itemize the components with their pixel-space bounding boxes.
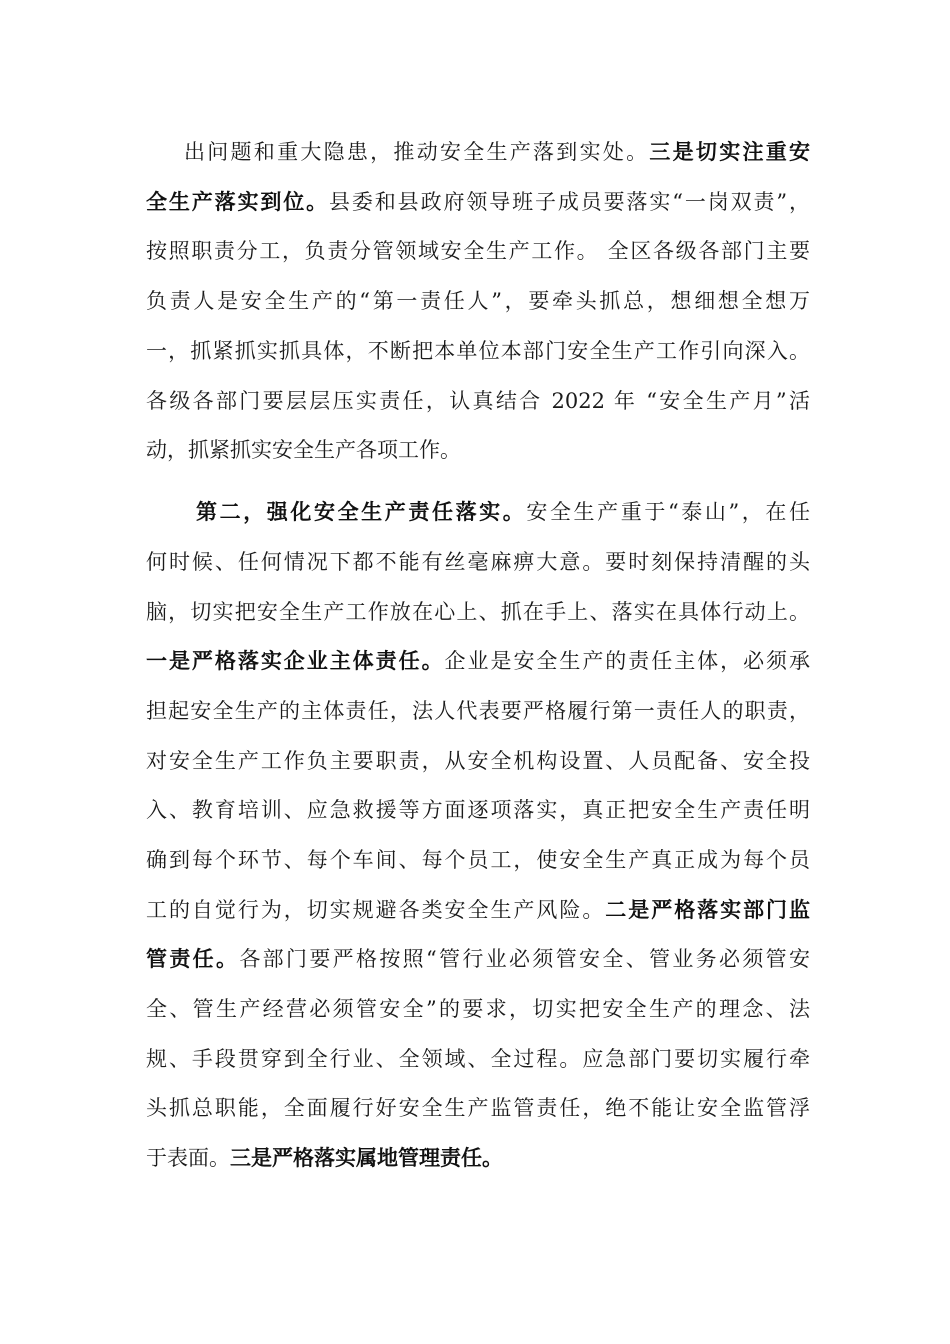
text-line: 一，抓紧抓实抓具体，不断把本单位本部门安全生产工作引向深入。: [146, 339, 810, 363]
text-line: 一是严格落实企业主体责任。企业是安全生产的责任主体，必须承: [146, 649, 810, 673]
text-line: 全生产落实到位。县委和县政府领导班子成员要落实“一岗双责”，: [146, 190, 810, 214]
text-line: 按照职责分工，负责分管领域安全生产工作。 全区各级各部门主要: [146, 239, 810, 263]
text-line: 各级各部门要层层压实责任，认真结合 2022 年 “安全生产月”活: [146, 389, 810, 413]
text-line: 工的自觉行为，切实规避各类安全生产风险。二是严格落实部门监: [146, 898, 810, 922]
text-line: 脑，切实把安全生产工作放在心上、抓在手上、落实在具体行动上。: [146, 600, 810, 624]
text-line: 动，抓紧抓实安全生产各项工作。: [146, 438, 461, 462]
text-line: 头抓总职能，全面履行好安全生产监管责任，绝不能让安全监管浮: [146, 1096, 810, 1120]
text-line: 第二，强化安全生产责任落实。安全生产重于“泰山”，在任: [196, 500, 810, 524]
text-line: 规、手段贯穿到全行业、全领域、全过程。应急部门要切实履行牵: [146, 1047, 810, 1071]
text-line: 于表面。三是严格落实属地管理责任。: [146, 1146, 503, 1170]
text-line: 确到每个环节、每个车间、每个员工，使安全生产真正成为每个员: [146, 848, 810, 872]
text-line: 入、教育培训、应急救援等方面逐项落实，真正把安全生产责任明: [146, 798, 810, 822]
text-line: 全、管生产经营必须管安全”的要求，切实把安全生产的理念、法: [146, 997, 810, 1021]
text-line: 何时候、任何情况下都不能有丝毫麻痹大意。要时刻保持清醒的头: [146, 550, 810, 574]
text-line: 担起安全生产的主体责任，法人代表要严格履行第一责任人的职责，: [146, 699, 810, 723]
text-line: 对安全生产工作负主要职责，从安全机构设置、人员配备、安全投: [146, 749, 810, 773]
text-line: 管责任。各部门要严格按照“管行业必须管安全、管业务必须管安: [146, 947, 810, 971]
text-line: 出问题和重大隐患，推动安全生产落到实处。三是切实注重安: [184, 140, 810, 164]
text-line: 负责人是安全生产的“第一责任人”，要牵头抓总，想细想全想万: [146, 289, 810, 313]
